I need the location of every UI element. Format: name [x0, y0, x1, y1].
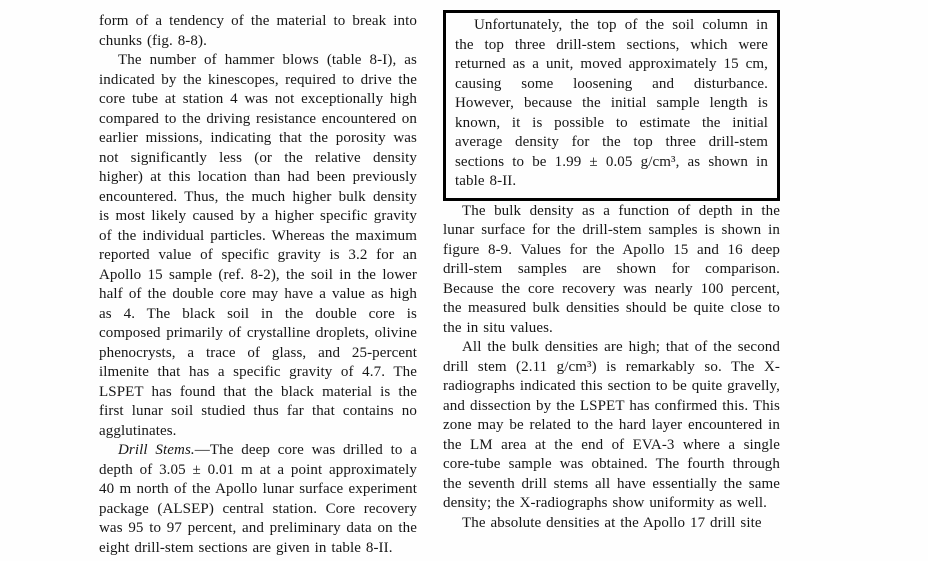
left-text-column — [99, 12, 417, 558]
boxed-note-paragraph: Unfortunately, the top of the soil column in the top three drill-stem sections, which were returned as a unit, moved approximately 15 cm, causing some loosening and disturbance. However, because the initial sample length is known, it is possible to estimate the initial average density for the top three drill-stem sections to be 1.99 ± 0.05 g/cm³, as shown in table 8-II. — [455, 17, 768, 189]
paragraph-continuation: form of a tendency of the material to break into chunks (fig. 8-8). — [99, 13, 417, 49]
drill-stems-body: —The deep core was drilled to a depth of 3.05 ± 0.01 m at a point approximately 40 m north of the Apollo lunar surface experiment package (ALSEP) central station. Core recovery was 95 to 97 percent, and preliminary data on the eight drill-stem sections are given in table 8-II. — [99, 442, 417, 556]
paragraph-high-densities: All the bulk densities are high; that of the second drill stem (2.11 g/cm³) is remarkably so. The X-radiographs indicated this section to be quite gravelly, and dissection by the LSPET has confirmed this. This zone may be related to the hard layer encountered in the LM area at the end of EVA-3 where a single core-tube sample was obtained. The fourth through the seventh drill stems all have essentially the same density; the X-radiographs show uniformity as well. — [443, 339, 780, 511]
paragraph-drill-stems — [99, 441, 417, 558]
paragraph-bulk-density: The bulk density as a function of depth in the lunar surface for the drill-stem samples is shown in figure 8-9. Values for the Apollo 15 and 16 deep drill-stem samples are shown for comparison. Because the core recovery was nearly 100 percent, the measured bulk densities should be quite close to the in situ values. — [443, 202, 780, 336]
paragraph-hammer-blows: The number of hammer blows (table 8-I), as indicated by the kinescopes, required to drive the core tube at station 4 was not exceptionally high compared to the driving resistance encountered on earlier missions, indicating that the porosity was not significantly less (or the relative density higher) at this location than had been previously encountered. Thus, the much higher bulk density is most likely caused by a higher specific gravity of the individual particles. Whereas the maximum reported value of specific gravity is 3.2 for an Apollo 15 sample (ref. 8-2), the soil in the lower half of the double core may have a value as high as 4. The black soil in the double core is composed primarily of crystalline droplets, olivine phenocrysts, a trace of glass, and 25-percent ilmenite that has a specific gravity of 4.7. The LSPET has found that the black material is the first lunar soil studied thus far that contains no agglutinates. — [99, 52, 417, 439]
paragraph-absolute-densities: The absolute densities at the Apollo 17 drill site — [462, 514, 762, 531]
right-text-column — [443, 10, 780, 533]
drill-stems-lead-in: Drill Stems. — [118, 442, 195, 458]
boxed-note — [443, 10, 780, 201]
